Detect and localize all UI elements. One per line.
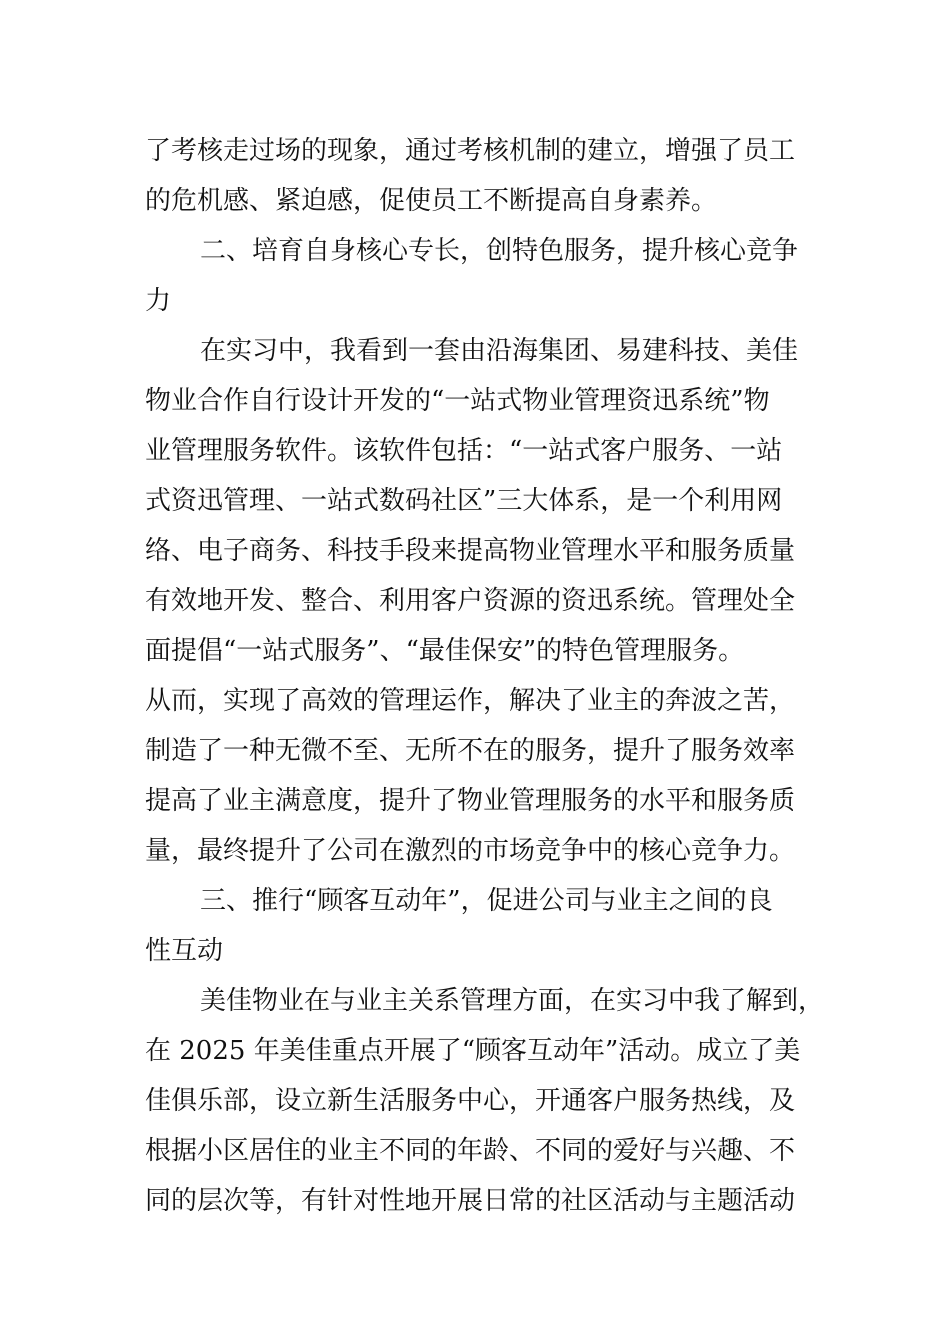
text-line: 物业合作自行设计开发的“一站式物业管理资迅系统”物: [145, 386, 770, 416]
text-line: 有效地开发、整合、利用客户资源的资迅系统。管理处全: [145, 586, 796, 616]
text-line: 式资迅管理、一站式数码社区”三大体系，是一个利用网: [145, 486, 783, 516]
text-line: 佳俱乐部，设立新生活服务中心，开通客户服务热线，及: [145, 1086, 796, 1116]
text-line: 根据小区居住的业主不同的年龄、不同的爱好与兴趣、不: [145, 1136, 796, 1166]
text-line: 从而，实现了高效的管理运作，解决了业主的奔波之苦，: [145, 686, 796, 716]
text-line: 业管理服务软件。该软件包括：“一站式客户服务、一站: [145, 436, 783, 466]
text-line: 了考核走过场的现象，通过考核机制的建立，增强了员工: [145, 136, 796, 166]
text-line: 制造了一种无微不至、无所不在的服务，提升了服务效率: [145, 736, 796, 766]
text-line: 同的层次等，有针对性地开展日常的社区活动与主题活动: [145, 1186, 796, 1216]
text-line: 络、电子商务、科技手段来提高物业管理水平和服务质量: [145, 536, 796, 566]
text-line: 在 2025 年美佳重点开展了“顾客互动年”活动。成立了美: [145, 1036, 801, 1066]
text-line: 在实习中，我看到一套由沿海集团、易建科技、美佳: [200, 336, 799, 366]
text-line: 提高了业主满意度，提升了物业管理服务的水平和服务质: [145, 786, 796, 816]
section-heading: 力: [145, 286, 172, 316]
text-line: 面提倡“一站式服务”、“最佳保安”的特色管理服务。: [145, 636, 745, 666]
section-heading: 二、培育自身核心专长，创特色服务，提升核心竞争: [200, 236, 799, 266]
text-line: 的危机感、紧迫感，促使员工不断提高自身素养。: [145, 186, 718, 216]
text-line: 美佳物业在与业主关系管理方面，在实习中我了解到，: [200, 986, 825, 1016]
text-line: 量，最终提升了公司在激烈的市场竞争中的核心竞争力。: [145, 836, 796, 866]
section-heading: 性互动: [145, 936, 224, 966]
section-heading: 三、推行“顾客互动年”，促进公司与业主之间的良: [200, 886, 773, 916]
